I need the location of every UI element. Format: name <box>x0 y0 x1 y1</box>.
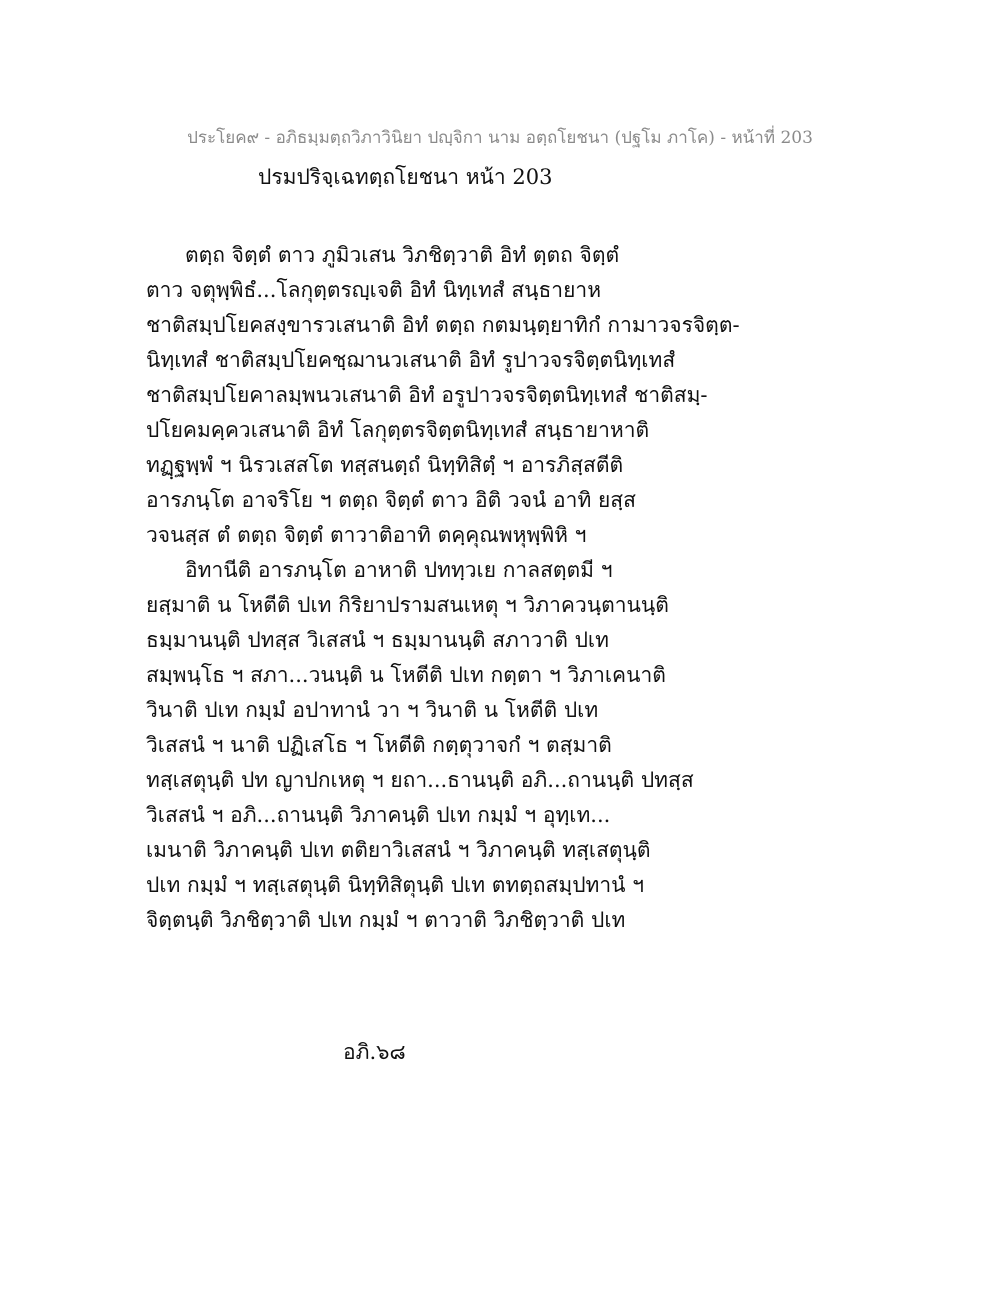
text-line: ชาติสมฺปโยคาลมฺพนวเสนาติ อิทํ อรูปาวจรจิตฺตนิทฺเทสํ ชาติสมฺ- <box>146 383 708 407</box>
text-line: ทสฺเสตุนฺติ ปท ญาปกเหตุ ฯ ยถา...ธานนฺติ อภิ...ถานนฺติ ปทสฺส <box>146 768 694 792</box>
paragraph-1-first-line: ตตฺถ จิตฺตํ ตาว ภูมิวเสน วิภชิตฺวาติ อิทํ ตฺตถ จิตฺตํ <box>185 243 620 267</box>
text-line: นิทฺเทสํ ชาติสมฺปโยคชฺฌานวเสนาติ อิทํ รูปาวจรจิตฺตนิทฺเทสํ <box>146 348 676 372</box>
text-line: ทฏฺฐพฺพํ ฯ นิรวเสสโต ทสฺสนตฺถํ นิทฺทิสิตฺํ ฯ อารภิสฺสตีติ <box>146 453 624 477</box>
text-line: จิตฺตนฺติ วิภชิตฺวาติ ปเท กมฺมํ ฯ ตาวาติ วิภชิตฺวาติ ปเท <box>146 908 626 932</box>
text-line: สมฺพนฺโธ ฯ สภา...วนนฺติ น โหตีติ ปเท กตฺตา ฯ วิภาเคนาติ <box>146 663 666 687</box>
text-line: วิเสสนํ ฯ อภิ...ถานนฺติ วิภาคนฺติ ปเท กมฺมํ ฯ อุทฺเท... <box>146 803 611 827</box>
body-text <box>146 238 740 938</box>
chapter-heading: ปรมปริจฺเฉทตฺถโยชนา หน้า 203 <box>258 165 553 189</box>
text-line: วินาติ ปเท กมฺมํ อปาทานํ วา ฯ วินาติ น โหตีติ ปเท <box>146 698 599 722</box>
text-line: อารภนฺโต อาจริโย ฯ ตตฺถ จิตฺตํ ตาว อิติ วจนํ อาทิ ยสฺส <box>146 488 636 512</box>
text-line: วจนสฺส ตํ ตตฺถ จิตฺตํ ตาวาติอาทิ ตคฺคุณพหุพฺพิหิ ฯ <box>146 523 587 547</box>
running-header: ประโยค๙ - อภิธมฺมตฺถวิภาวินิยา ปญฺจิกา นาม อตฺถโยชนา (ปฐโม ภาโค) - หน้าที่ 203 <box>187 128 813 148</box>
paragraph-2-first-line: อิทานีติ อารภนฺโต อาหาติ ปททฺวเย กาลสตฺตมี ฯ <box>185 558 613 582</box>
text-line: ปเท กมฺมํ ฯ ทสฺเสตุนฺติ นิทฺทิสิตุนฺติ ปเท ตทตฺถสมฺปทานํ ฯ <box>146 873 645 897</box>
text-line: ยสฺมาติ น โหตีติ ปเท กิริยาปรามสนเหตุ ฯ วิภาควนฺตานนฺติ <box>146 593 669 617</box>
text-line: ปโยคมคฺควเสนาติ อิทํ โลกุตฺตรจิตฺตนิทฺเทสํ สนฺธายาหาติ <box>146 418 650 442</box>
text-line: ตาว จตุพฺพิธํ...โลกุตฺตรญฺเจติ อิทํ นิทฺเทสํ สนฺธายาห <box>146 278 602 302</box>
text-line: วิเสสนํ ฯ นาติ ปฏิเสโธ ฯ โหตีติ กตฺตุวาจกํ ฯ ตสฺมาติ <box>146 733 612 757</box>
text-line: ชาติสมฺปโยคสงฺขารวเสนาติ อิทํ ตตฺถ กตมนฺตฺยาทิกํ กามาวจรจิตฺต- <box>146 313 740 337</box>
text-line: ธมฺมานนฺติ ปทสฺส วิเสสนํ ฯ ธมฺมานนฺติ สภาวาติ ปเท <box>146 628 609 652</box>
text-line: เมนาติ วิภาคนฺติ ปเท ตติยาวิเสสนํ ฯ วิภาคนฺติ ทสฺเสตุนฺติ <box>146 838 651 862</box>
page-footer-signature: อภิ.๖๘ <box>343 1040 406 1064</box>
